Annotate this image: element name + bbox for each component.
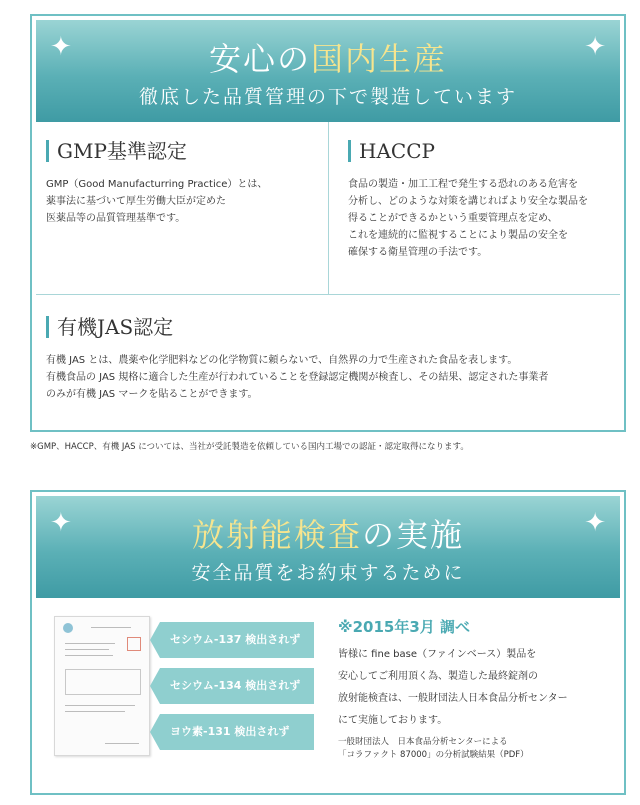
cesium-134-result: セシウム-134 検出されず (160, 668, 314, 704)
iodine-131-result: ヨウ素-131 検出されず (160, 714, 314, 750)
section-banner (36, 496, 620, 598)
section-subtitle: 安全品質をお約束するために (191, 562, 465, 584)
report-line (65, 705, 135, 706)
report-line (65, 649, 109, 650)
report-line (65, 655, 113, 656)
sparkle-icon: ✦ (584, 508, 606, 538)
sparkle-icon: ✦ (584, 32, 606, 62)
haccp-block (348, 140, 618, 261)
survey-date: ※2015年3月 調べ (338, 618, 470, 636)
test-report-thumbnail[interactable] (54, 616, 150, 756)
divider (328, 122, 329, 294)
haccp-heading: HACCP (348, 140, 618, 162)
jas-block (46, 316, 616, 403)
divider (36, 294, 620, 295)
stamp-icon (127, 637, 141, 651)
report-line (65, 643, 115, 644)
section-banner (36, 20, 620, 122)
gmp-block (46, 140, 326, 227)
section-title: 安心の国内生産 (208, 40, 448, 78)
gmp-heading: GMP基準認定 (46, 140, 326, 162)
test-description: 皆様に fine base（ファインベース）製品を 安心してご利用頂く為、製造した最終錠剤の 放射能検査は、一般財団法人日本食品分析センター にて実施しております。 (338, 649, 568, 726)
domestic-production-section (30, 14, 626, 432)
report-source-link[interactable]: 一般財団法人 日本食品分析センターによる 「コラファクト 87000」の分析試験結果（PDF） (338, 737, 529, 760)
jas-text: 有機 JAS とは、農薬や化学肥料などの化学物質に頼らないで、自然界の力で生産された食品を表します。 有機食品の JAS 規格に適合した生産が行われていることを登録認定機関が検査し、その結果、認定された事業者 のみが有機 JAS マークを貼ることができます。 (46, 355, 549, 400)
gmp-text: GMP（Good Manufacturring Practice）とは、 薬事法に基づいて厚生労働大臣が定めた 医薬品等の品質管理基準です。 (46, 179, 268, 224)
report-line (91, 627, 131, 628)
radiation-test-section (30, 490, 626, 795)
jas-heading: 有機JAS認定 (46, 316, 616, 338)
lab-logo-icon (63, 623, 73, 633)
report-line (65, 711, 125, 712)
report-line (105, 743, 139, 744)
haccp-text: 食品の製造・加工工程で発生する恐れのある危害を 分析し、どのような対策を講じればより安全な製品を 得ることができるかという重要管理点を定め、 これを連続的に監視することにより製品の安全を 確保する衛星管理の手法です。 (348, 179, 588, 258)
section-subtitle: 徹底した品質管理の下で製造しています (138, 86, 517, 108)
sparkle-icon: ✦ (50, 508, 72, 538)
certification-note: ※GMP、HACCP、有機 JAS については、当社が受託製造を依頼している国内工場での認証・認定取得になります。 (30, 442, 469, 452)
report-table (65, 669, 141, 695)
section-title: 放射能検査の実施 (191, 516, 465, 554)
sparkle-icon: ✦ (50, 32, 72, 62)
cesium-137-result: セシウム-137 検出されず (160, 622, 314, 658)
